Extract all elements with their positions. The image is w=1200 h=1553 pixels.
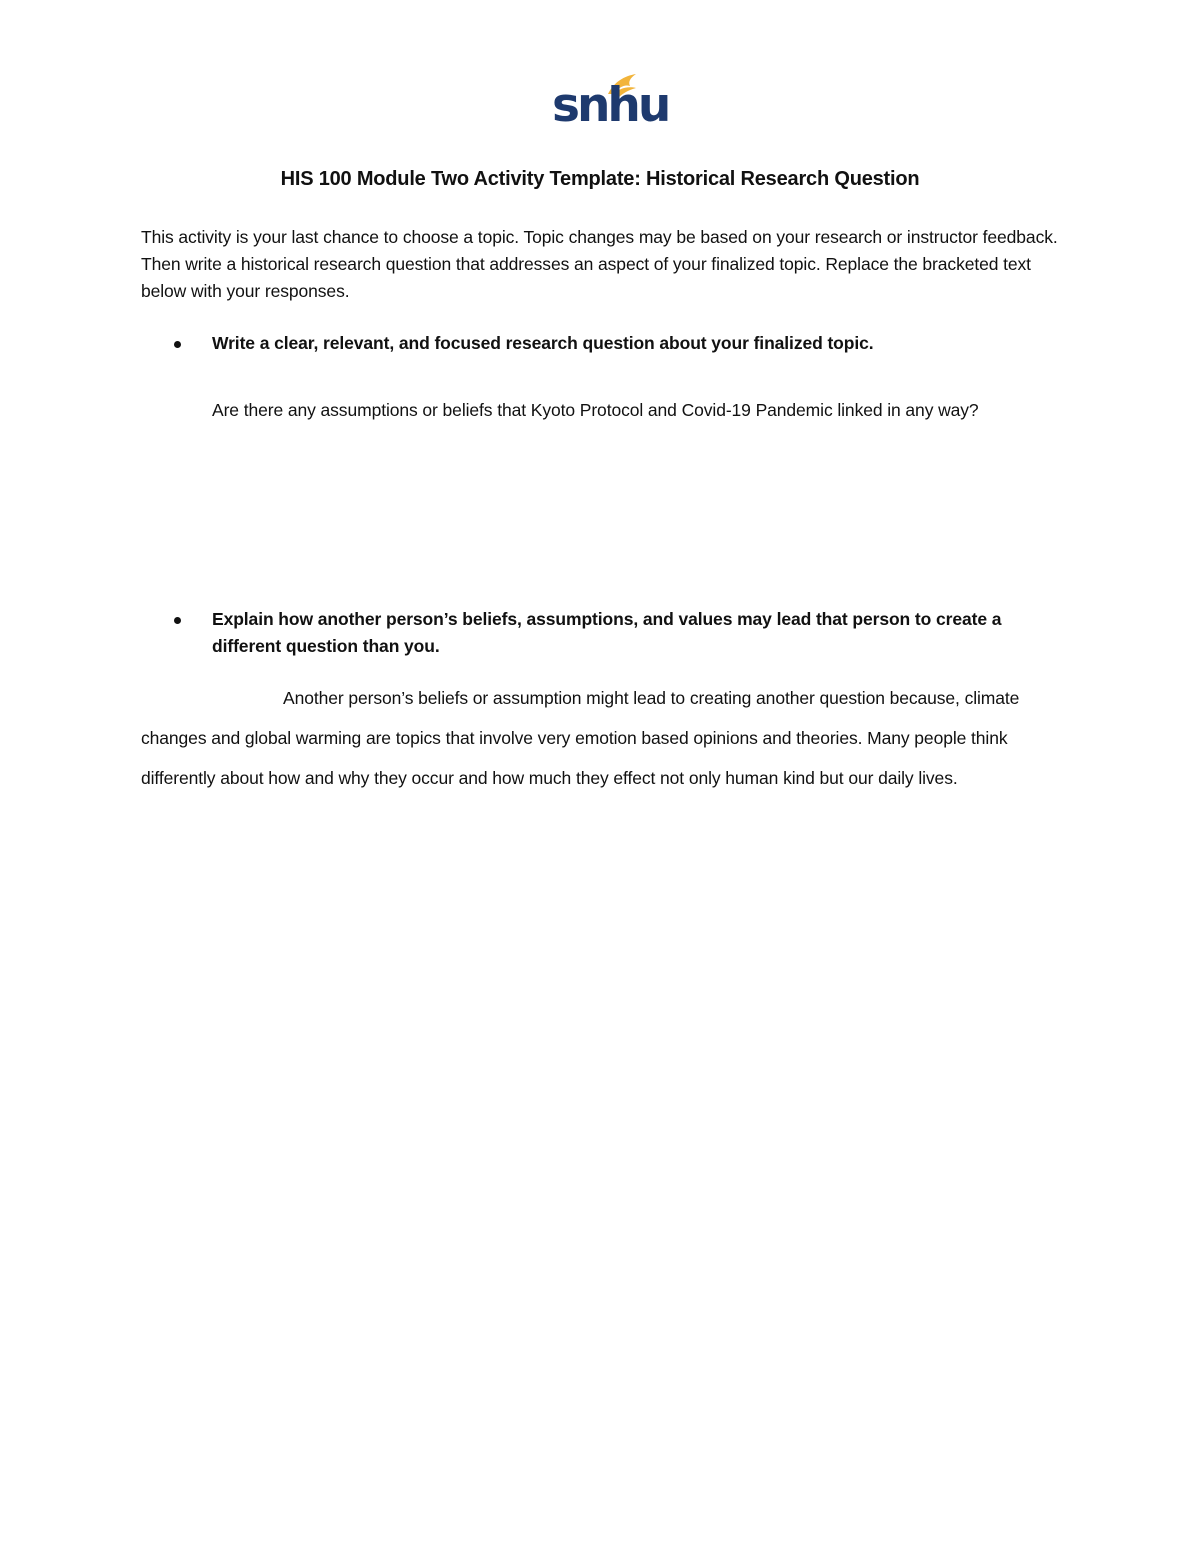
answer-1: Are there any assumptions or beliefs that Kyoto Protocol and Covid-19 Pandemic linked in any way? [212, 400, 979, 420]
document-title: HIS 100 Module Two Activity Template: Historical Research Question [280, 168, 920, 190]
intro-paragraph: This activity is your last chance to choose a topic. Topic changes may be based on your research or instructor feedback. Then write a historical research question that addresses an aspect of your finalized topic. Replace the bracketed text below with your responses. [141, 227, 1058, 301]
bullet-icon [174, 341, 181, 348]
snhu-logo [548, 68, 669, 140]
logo-wordmark: snhu [552, 78, 669, 133]
prompt-2-text: Explain how another person’s beliefs, assumptions, and values may lead that person to create a different question than you. [212, 609, 1002, 656]
answer-2: Another person’s beliefs or assumption might lead to creating another question because, climate changes and global warming are topics that involve very emotion based opinions and theories. Many people think differently about how and why they occur and how much they effect not only human kind but our daily lives. [141, 688, 1020, 788]
prompt-2 [212, 606, 1062, 660]
prompt-1 [212, 330, 1062, 357]
bullet-icon [174, 617, 181, 624]
prompt-1-text: Write a clear, relevant, and focused research question about your finalized topic. [212, 333, 874, 353]
